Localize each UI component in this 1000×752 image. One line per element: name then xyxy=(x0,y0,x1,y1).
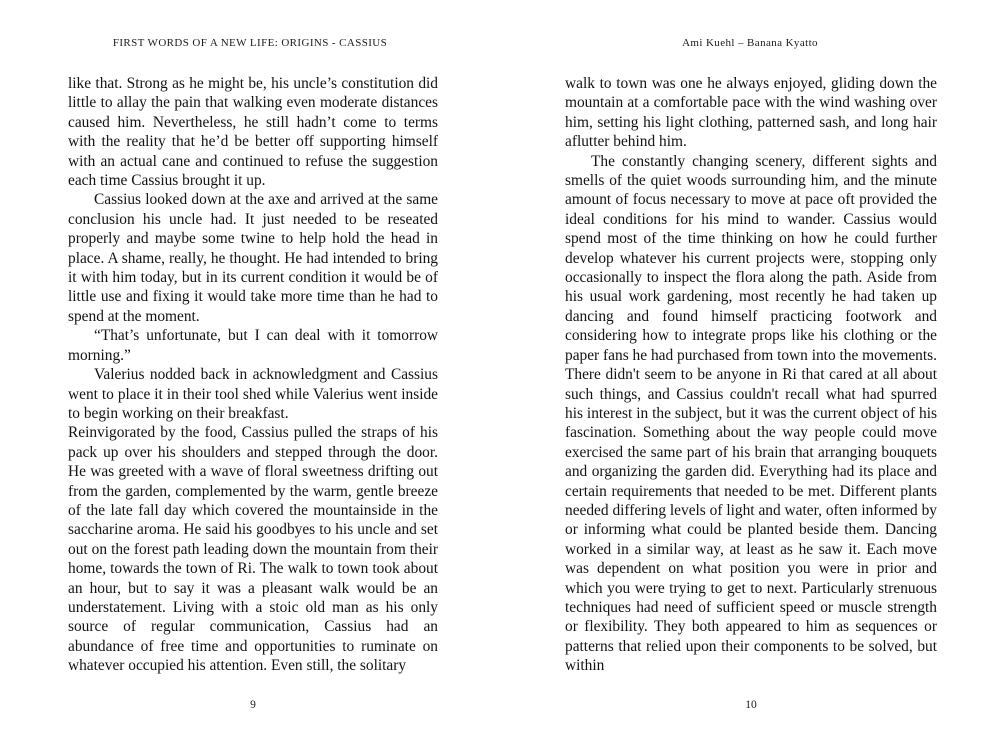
page-body-left xyxy=(68,74,438,676)
page-body-right xyxy=(565,74,937,676)
paragraph: like that. Strong as he might be, his uncle’s constitution did little to allay the pain that walking even moderate distances caused him. Nevertheless, he still hadn’t come to terms with the reality that he’d be better off supporting himself with an actual cane and continued to refuse the suggestion each time Cassius brought it up. xyxy=(68,75,438,190)
page-right xyxy=(500,0,1000,752)
paragraph: walk to town was one he always enjoyed, gliding down the mountain at a comfortable pace with the wind washing over him, setting his light clothing, patterned sash, and long hair aflutter behind him. xyxy=(565,75,937,151)
page-number: 9 xyxy=(250,699,256,711)
paragraph: The constantly changing scenery, different sights and smells of the quiet woods surrounding him, and the minute amount of focus necessary to move at pace oft provided the ideal conditions for his mind to wander. Cassius would spend most of the time thinking on how he could further develop whatever his current projects were, stopping only occasionally to inspect the flora along the path. Aside from his usual work gardening, most recently he had taken up dancing and found himself practicing footwork and considering how to integrate props like his clothing or the paper fans he had purchased from town into the movements. There didn't seem to be anyone in Ri that cared at all about such things, and Cassius couldn't recall what had spurred his interest in the subject, but it was the current object of his fascination. Something about the way people could move exercised the same part of his brain that arranging bouquets and organizing the garden did. Everything had its place and certain requirements that needed to be met. Different plants needed differing levels of light and water, often informed by or informing what could be planted beside them. Dancing worked in a similar way, at least as he saw it. Each move was dependent on what position you were in prior and which you were trying to get to next. Particularly strenuous techniques had need of sufficient speed or muscle strength or flexibility. They both appeared to him as sequences or patterns that relied upon their components to be solved, but within xyxy=(565,152,937,675)
running-head-author: Ami Kuehl – Banana Kyatto xyxy=(682,37,818,49)
paragraph: Reinvigorated by the food, Cassius pulled the straps of his pack up over his shoulders and stepped through the door. He was greeted with a wave of floral sweetness drifting out from the garden, complemented by the warm, gentle breeze of the late fall day which covered the mountainside in the saccharine aroma. He said his goodbyes to his uncle and set out on the forest path leading down the mountain from their home, towards the town of Ri. The walk to town took about an hour, but to say it was a pleasant walk would be an understatement. Living with a stoic old man as his only source of regular communication, Cassius had an abundance of free time and opportunities to ruminate on whatever occupied his attention. Even still, the solitary xyxy=(68,424,438,675)
page-number: 10 xyxy=(745,699,757,711)
paragraph: Cassius looked down at the axe and arrived at the same conclusion his uncle had. It just needed to be reseated properly and maybe some twine to help hold the head in place. A shame, really, he thought. He had intended to bring it with him today, but in its current condition it would be of little use and fixing it would take more time than he had to spend at the moment. xyxy=(68,191,438,325)
paragraph: “That’s unfortunate, but I can deal with it tomorrow morning.” xyxy=(68,327,438,364)
paragraph: Valerius nodded back in acknowledgment and Cassius went to place it in their tool shed while Valerius went inside to begin working on their breakfast. xyxy=(68,366,438,422)
running-head-title: FIRST WORDS OF A NEW LIFE: ORIGINS - CASSIUS xyxy=(112,37,388,49)
